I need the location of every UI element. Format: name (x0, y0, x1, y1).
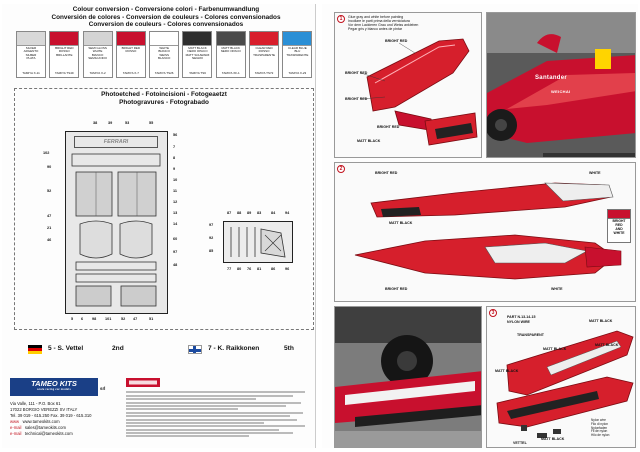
label-vettel: VETTEL (513, 441, 527, 445)
callout: 94 (285, 211, 290, 215)
colour-description-line: TRASPARENTE (286, 52, 309, 57)
front-wing-drawing (487, 307, 636, 448)
label-bright-red: BRIGHT RED (375, 171, 398, 175)
website-link[interactable]: www.tameokits.com (22, 418, 60, 424)
bright-red-and-white-sticker: BRIGHT RED AND WHITE (607, 209, 631, 243)
driver-raikkonen: 7 - K. Raikkonen (208, 345, 260, 352)
label-transparent: TRANSPARENT (517, 333, 544, 337)
colour-chip (217, 32, 245, 46)
engine-cover-drawing (335, 163, 636, 302)
driver-vettel: 5 - S. Vettel (48, 345, 84, 352)
step-1-panel (334, 12, 482, 158)
callout: 86 (271, 267, 276, 271)
colour-description-line: TRASPARENTE (253, 52, 276, 57)
germany-flag-icon (28, 345, 42, 354)
label-matt-black: MATT BLACK (589, 319, 613, 323)
callout: 101 (105, 317, 112, 321)
label-part-numbers: PART N.13-14-15 (507, 315, 536, 319)
front-wing-photo (335, 307, 482, 448)
colour-description-line: NERO OPACO (220, 49, 241, 54)
colour-description (50, 46, 78, 57)
colour-chip (117, 32, 145, 46)
callout: 53 (125, 121, 130, 125)
paint-code: TAMIYA XF-1 (221, 71, 240, 75)
sales-email-link[interactable]: sales@tameokits.com (24, 424, 66, 430)
legal-notice-block (126, 378, 312, 452)
callout: 38 (93, 121, 98, 125)
colour-title-2: Conversión de colores - Conversion de couleurs - Colores convensionados (51, 13, 281, 21)
colour-swatch-row (16, 31, 316, 78)
label-matt-black: MATT BLACK (541, 437, 565, 441)
callout: 97 (209, 223, 214, 227)
technical-email-link[interactable]: technical@tameokits.com (24, 430, 73, 436)
colour-chip (84, 32, 112, 46)
label-white: WHITE (589, 171, 601, 175)
company-contact-info (10, 401, 120, 436)
colour-description-line: BRIGHT RED (121, 46, 141, 50)
callout: 48 (173, 263, 178, 267)
colour-description-line: MATT SCHWARZ (185, 52, 210, 57)
ferrari-car-photo (487, 13, 636, 158)
step-3-panel (486, 306, 636, 448)
paint-code: TAMIYA X-7 (122, 71, 139, 75)
label-bright-red: BRIGHT RED (377, 125, 400, 129)
photoetch-fret-main (65, 131, 168, 314)
legal-text-lines (126, 390, 312, 439)
step-number: 1 (337, 15, 345, 23)
colour-description-line: ARGENTO (23, 49, 39, 54)
label-matt-black: MATT BLACK (495, 369, 519, 373)
photoetched-header (15, 91, 313, 106)
label-bright-red: BRIGHT RED (385, 287, 408, 291)
callout: 9 (173, 167, 176, 171)
colour-description-line: PLATA (26, 56, 36, 61)
callout: 80 (237, 267, 242, 271)
colour-description-line: BLU (294, 49, 301, 54)
colour-description-line: NEGRO (191, 56, 203, 61)
tameo-kits-logo (10, 378, 98, 396)
colour-description-line: WHITE (92, 49, 103, 54)
callout: 52 (47, 189, 52, 193)
phone-line: Tel. 39 019 - 615.250 Fax. 39 019 - 615.310 (10, 412, 92, 418)
colour-description-line: CLEAR BLUE (288, 46, 307, 50)
colour-swatch (83, 31, 113, 78)
colour-chip (150, 32, 178, 46)
colour-description-line: BLANCO (158, 56, 171, 61)
company-suffix: srl (100, 386, 106, 391)
callout: 10 (173, 178, 178, 182)
label-matt-black: MATT BLACK (543, 347, 567, 351)
fret2-parts-drawing (225, 223, 291, 261)
callout: 88 (237, 211, 242, 215)
callout: 52 (121, 317, 126, 321)
colour-description (283, 46, 311, 57)
callout: 81 (257, 267, 262, 271)
email-label: e-mail (10, 424, 22, 430)
brand-name: TAMEO KITS (31, 379, 77, 388)
callout: 5 (71, 317, 74, 321)
step-number: 2 (337, 165, 345, 173)
city-line: 17022 BORGIO VEREZZI SV ITALY (10, 406, 78, 412)
colour-description (250, 46, 278, 57)
callout: 14 (173, 222, 178, 226)
paint-code: TAMIYA X-11 (22, 71, 40, 75)
photoetched-title-2: Photogravures - Fotograbado (119, 98, 209, 106)
instruction-line: Glue gray and white before painting (348, 15, 404, 19)
finland-flag-icon (188, 345, 202, 354)
colour-swatch (282, 31, 312, 78)
colour-description (84, 46, 112, 61)
paint-code: TAMIYA X-23 (288, 71, 307, 75)
colour-swatch (16, 31, 46, 78)
callout: 96 (285, 267, 290, 271)
instruction-line: Incollare le parti prima della verniciatura (348, 19, 410, 23)
label-matt-black: MATT BLACK (595, 343, 619, 347)
label-white: WHITE (551, 287, 563, 291)
step-1-reference-photo (486, 12, 636, 158)
colour-description-line: SILVER (25, 46, 37, 50)
callout: 47 (47, 214, 52, 218)
callout: 89 (247, 211, 252, 215)
colour-description-line: SEMI GLOSS (88, 46, 107, 50)
ferrari-trademark-logo-icon (126, 378, 160, 387)
colour-title-3: Conversion de couleurs - Colores convensionados (88, 21, 244, 29)
callout: 92 (209, 236, 214, 240)
colour-description-line: ROSSO (125, 49, 137, 54)
sticker-swatch (608, 210, 630, 219)
callout: 47 (133, 317, 138, 321)
callout: 56 (173, 133, 178, 137)
nylon-wire-legend: Nylon wire Filo di nylon Nylonfaden Fil de nylon Hilo de nylon (591, 418, 610, 438)
photo-sponsor2-text: WEICHAI (551, 89, 571, 94)
photoetch-fret-secondary (223, 221, 293, 263)
colour-swatch (216, 31, 246, 78)
callout: 39 (108, 121, 113, 125)
step-2-panel (334, 162, 636, 302)
colour-swatch (149, 31, 179, 78)
callout: 102 (43, 151, 50, 155)
callout: 84 (271, 211, 276, 215)
website-label: www (10, 418, 20, 424)
callout: 12 (173, 200, 178, 204)
colour-swatch (49, 31, 79, 78)
callout: 76 (247, 267, 252, 271)
callout: 51 (149, 317, 154, 321)
fret-logo: FERRARI (74, 136, 158, 148)
email2-line (10, 431, 120, 437)
instruction-line: Vor dem Lackieren Grau und Weiss ankleben (348, 23, 419, 27)
colour-description (150, 46, 178, 61)
colour-swatch (182, 31, 212, 78)
colour-description-line: ROSSO (258, 49, 270, 54)
label-nylon-wire: NYLON WIRE (507, 320, 530, 324)
callout: 85 (209, 249, 214, 253)
paint-code: TAMIYA TS26 (154, 71, 174, 75)
callout: 55 (149, 121, 154, 125)
callout: 11 (173, 189, 178, 193)
callout: 8 (173, 156, 176, 160)
callout: 46 (47, 238, 52, 242)
driver-vettel-place: 2nd (112, 345, 124, 352)
colour-chip (183, 32, 211, 46)
callout: 90 (47, 165, 52, 169)
instruction-line: Pegar gris y blanco antes de pintar (348, 27, 403, 31)
colour-chip (250, 32, 278, 46)
paint-code: TAMIYA TS6 (189, 71, 206, 75)
label-matt-black: MATT BLACK (389, 221, 413, 225)
colour-description-line: SEMILUCIDO (88, 56, 107, 61)
colour-description-line: MATT BLACK (221, 46, 241, 50)
address-line: Via Valle, 111 - P.O. Box 61 (10, 401, 61, 406)
driver-raikkonen-place: 5th (284, 345, 294, 352)
label-matt-black: MATT BLACK (357, 139, 381, 143)
left-instruction-page (2, 4, 316, 448)
colour-description-line: BIANCO (91, 52, 104, 57)
callout: 83 (257, 211, 262, 215)
colour-description (183, 46, 211, 61)
callout: 6 (81, 317, 84, 321)
callout: 87 (227, 211, 232, 215)
photo-sponsor-text: Santander (535, 75, 568, 81)
colour-description-line: MATT BLACK (188, 46, 207, 50)
label-bright-red: BRIGHT RED (385, 39, 408, 43)
colour-description-line: WEISS (159, 52, 170, 57)
callout: 97 (173, 250, 178, 254)
callout: 60 (173, 237, 178, 241)
colour-description (217, 46, 245, 54)
photo-sponsor-text: Santander (431, 395, 457, 400)
colour-chip (17, 32, 45, 46)
colour-chip (283, 32, 311, 46)
colour-description-line: SILBER (25, 52, 37, 57)
colour-description-line: BRILLANTE (56, 52, 73, 57)
callout: 7 (173, 145, 176, 149)
fret-parts-drawing (66, 132, 166, 312)
nose-cone-drawing (335, 13, 482, 158)
colour-description-line: BRIGHT RED (55, 46, 74, 50)
driver-options (28, 344, 308, 358)
step-number: 3 (489, 309, 497, 317)
callout: 21 (47, 226, 52, 230)
colour-title-1: Colour conversion - Conversione colori - Farbenumwandlung (72, 6, 260, 13)
right-instruction-page (322, 4, 638, 448)
colour-description-line: NERO OPACO (187, 49, 208, 54)
colour-description (17, 46, 45, 61)
label-bright-red: BRIGHT RED (345, 71, 368, 75)
colour-description (117, 46, 145, 54)
paint-code: TAMIYA TS72 (254, 71, 274, 75)
brand-tagline: scale racing car models (36, 388, 71, 391)
callout: 77 (227, 267, 232, 271)
paint-code: TAMIYA X-2 (89, 71, 106, 75)
colour-conversion-header (16, 6, 316, 29)
photoetched-title-1: Photoetched - Fotoincisioni - Fotogeaetzt (101, 91, 227, 98)
colour-chip (50, 32, 78, 46)
colour-swatch (249, 31, 279, 78)
colour-description-line: WHITE (159, 46, 170, 50)
colour-swatch (116, 31, 146, 78)
photoetched-section (14, 88, 314, 330)
step-3-reference-photo (334, 306, 482, 448)
colour-description-line: CLEAR RED (255, 46, 273, 50)
colour-description-line: BIANCO (158, 49, 170, 54)
email2-label: e-mail (10, 430, 22, 436)
callout: 13 (173, 211, 178, 215)
label-bright-red: BRIGHT RED (345, 97, 368, 101)
colour-description-line: ROSSO (58, 49, 70, 54)
callout: 98 (92, 317, 97, 321)
paint-code: TAMIYA TS49 (55, 71, 74, 75)
